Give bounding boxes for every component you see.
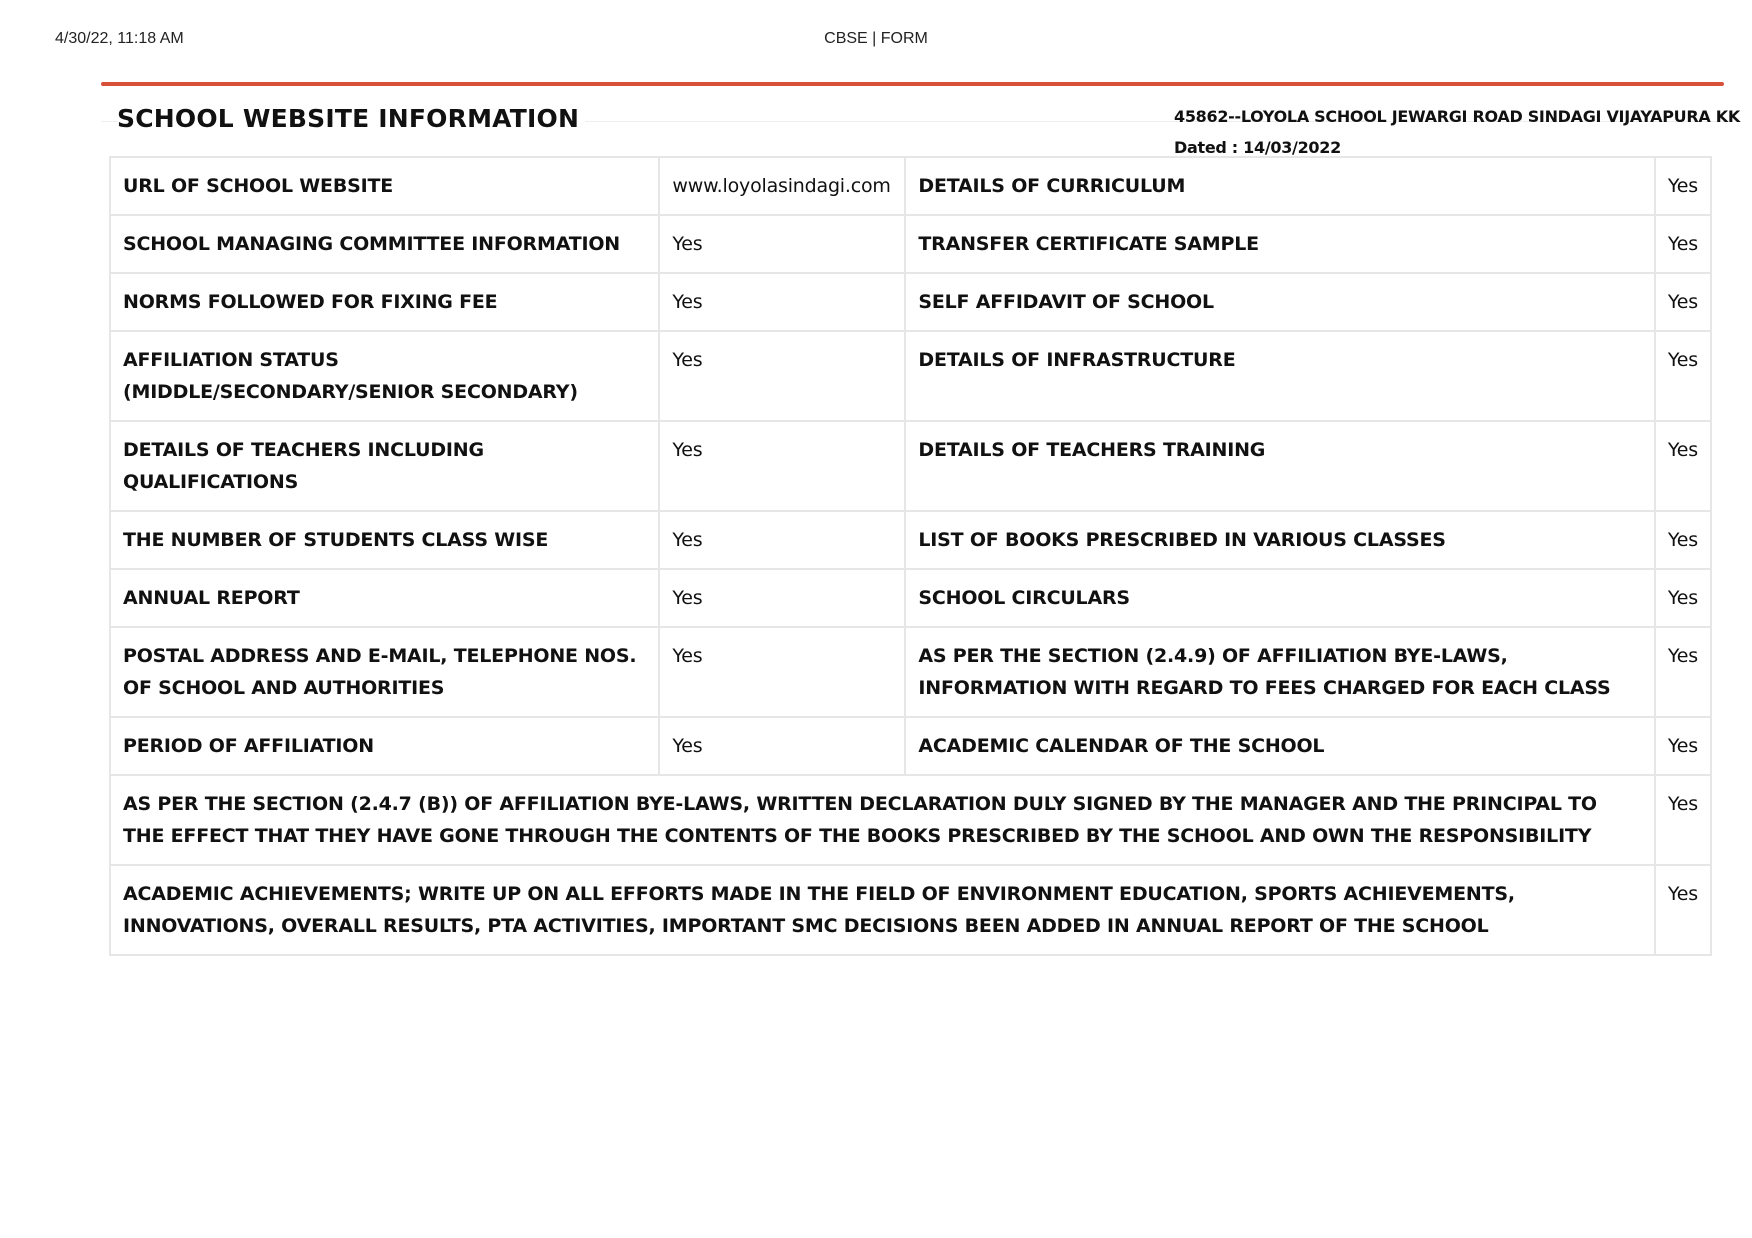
row-label: NORMS FOLLOWED FOR FIXING FEE xyxy=(110,273,659,331)
row-value: Yes xyxy=(659,331,905,421)
table-row xyxy=(110,627,1711,717)
row-label: SELF AFFIDAVIT OF SCHOOL xyxy=(905,273,1655,331)
table-row xyxy=(110,511,1711,569)
row-value: Yes xyxy=(1655,865,1711,955)
row-value: Yes xyxy=(659,717,905,775)
row-value: Yes xyxy=(659,627,905,717)
row-label: AS PER THE SECTION (2.4.9) OF AFFILIATION BYE-LAWS, INFORMATION WITH REGARD TO FEES CHARGED FOR EACH CLASS xyxy=(905,627,1655,717)
row-label: POSTAL ADDRESS AND E-MAIL, TELEPHONE NOS. OF SCHOOL AND AUTHORITIES xyxy=(110,627,659,717)
row-label: DETAILS OF INFRASTRUCTURE xyxy=(905,331,1655,421)
page-title: SCHOOL WEBSITE INFORMATION xyxy=(117,104,585,133)
table-row xyxy=(110,331,1711,421)
info-table-body xyxy=(110,157,1711,955)
row-label: ACADEMIC ACHIEVEMENTS; WRITE UP ON ALL EFFORTS MADE IN THE FIELD OF ENVIRONMENT EDUCATION, SPORTS ACHIEVEMENTS, INNOVATIONS, OVERALL RESULTS, PTA ACTIVITIES, IMPORTANT SMC DECISIONS BEEN ADDED IN ANNUAL REPORT OF THE SCHOOL xyxy=(110,865,1655,955)
table-row xyxy=(110,421,1711,511)
row-value: Yes xyxy=(1655,569,1711,627)
table-row xyxy=(110,717,1711,775)
row-label: TRANSFER CERTIFICATE SAMPLE xyxy=(905,215,1655,273)
table-row-wide xyxy=(110,775,1711,865)
row-value: Yes xyxy=(1655,215,1711,273)
row-label: DETAILS OF TEACHERS INCLUDING QUALIFICATIONS xyxy=(110,421,659,511)
print-datetime: 4/30/22, 11:18 AM xyxy=(55,30,184,47)
row-value: Yes xyxy=(1655,157,1711,215)
row-value: Yes xyxy=(1655,421,1711,511)
row-label: DETAILS OF CURRICULUM xyxy=(905,157,1655,215)
row-value: Yes xyxy=(659,273,905,331)
row-value: Yes xyxy=(1655,775,1711,865)
row-value: Yes xyxy=(659,421,905,511)
title-row xyxy=(101,86,1740,160)
row-label: THE NUMBER OF STUDENTS CLASS WISE xyxy=(110,511,659,569)
row-label: PERIOD OF AFFILIATION xyxy=(110,717,659,775)
school-name: 45862--LOYOLA SCHOOL JEWARGI ROAD SINDAGI VIJAYAPURA KK xyxy=(1174,107,1740,126)
print-header xyxy=(0,30,1752,52)
row-label: SCHOOL CIRCULARS xyxy=(905,569,1655,627)
table-row xyxy=(110,215,1711,273)
form-sheet xyxy=(101,82,1740,937)
row-value: Yes xyxy=(1655,273,1711,331)
row-value: Yes xyxy=(1655,627,1711,717)
info-table xyxy=(109,156,1712,956)
row-label: URL OF SCHOOL WEBSITE xyxy=(110,157,659,215)
table-row xyxy=(110,569,1711,627)
row-label: ACADEMIC CALENDAR OF THE SCHOOL xyxy=(905,717,1655,775)
row-value: Yes xyxy=(1655,331,1711,421)
row-label: AFFILIATION STATUS (MIDDLE/SECONDARY/SENIOR SECONDARY) xyxy=(110,331,659,421)
row-label: LIST OF BOOKS PRESCRIBED IN VARIOUS CLASSES xyxy=(905,511,1655,569)
table-row xyxy=(110,157,1711,215)
row-label: SCHOOL MANAGING COMMITTEE INFORMATION xyxy=(110,215,659,273)
row-value: www.loyolasindagi.com xyxy=(659,157,905,215)
row-label: AS PER THE SECTION (2.4.7 (B)) OF AFFILIATION BYE-LAWS, WRITTEN DECLARATION DULY SIGNED BY THE MANAGER AND THE PRINCIPAL TO THE EFFECT THAT THEY HAVE GONE THROUGH THE CONTENTS OF THE BOOKS PRESCRIBED BY THE SCHOOL AND OWN THE RESPONSIBILITY xyxy=(110,775,1655,865)
row-value: Yes xyxy=(659,569,905,627)
print-title: CBSE | FORM xyxy=(824,30,928,47)
row-value: Yes xyxy=(1655,717,1711,775)
row-label: DETAILS OF TEACHERS TRAINING xyxy=(905,421,1655,511)
dated-label: Dated : 14/03/2022 xyxy=(1174,138,1341,157)
row-value: Yes xyxy=(659,511,905,569)
school-info xyxy=(1174,101,1740,163)
row-label: ANNUAL REPORT xyxy=(110,569,659,627)
table-row xyxy=(110,273,1711,331)
table-row-wide xyxy=(110,865,1711,955)
row-value: Yes xyxy=(1655,511,1711,569)
row-value: Yes xyxy=(659,215,905,273)
